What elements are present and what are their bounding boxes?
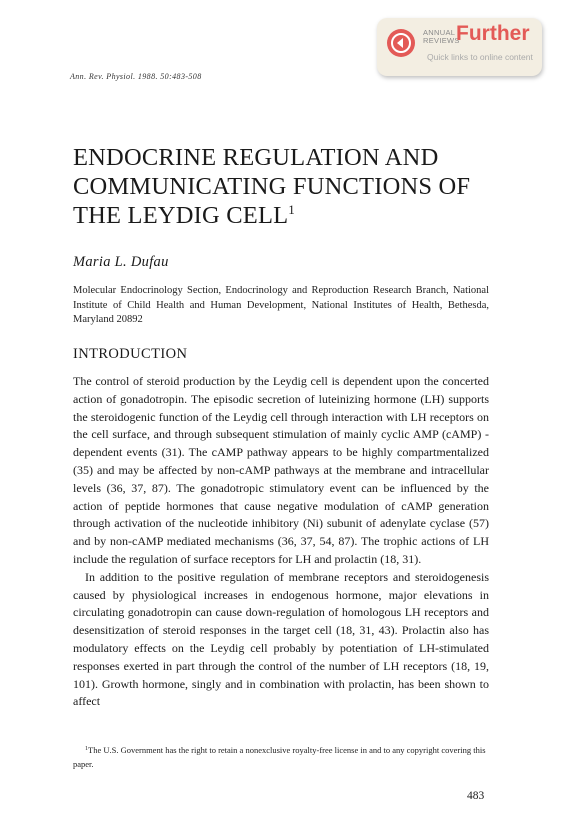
title-line-2: COMMUNICATING FUNCTIONS OF xyxy=(73,173,471,200)
journal-citation: Ann. Rev. Physiol. 1988. 50:483-508 xyxy=(70,72,202,81)
title-line-3-text: THE LEYDIG CELL xyxy=(73,202,289,229)
body-text xyxy=(73,373,489,711)
annual-reviews-further-badge[interactable] xyxy=(377,18,542,76)
badge-further-label: Further xyxy=(456,22,530,45)
badge-annual-text: ANNUAL xyxy=(423,28,456,37)
badge-reviews-text: REVIEWS xyxy=(423,36,460,45)
footnote xyxy=(73,743,489,771)
footnote-mark: 1 xyxy=(85,746,88,752)
footnote-text: The U.S. Government has the right to retain a nonexclusive royalty-free license in and to any copyright covering this paper. xyxy=(73,745,486,769)
author-affiliation: Molecular Endocrinology Section, Endocrinology and Reproduction Research Branch, National Institute of Child Health and Human Development, National Institutes of Health, Bethesda, Maryland 20892 xyxy=(73,285,489,325)
paragraph-2: In addition to the positive regulation of membrane receptors and steroidogenesis caused by physiological increases in endogenous hormone, major elevations in circulating gonadotropin can cause down-regulation of homologous LH receptors and desensitization of steroid responses in the target cell (18, 31, 43). Prolactin also has modulatory effects on the Leydig cell probably by potentiation of LH-stimulated responses exerted in part through the control of the number of LH receptors (18, 19, 101). Growth hormone, singly and in combination with prolactin, has been shown to affect xyxy=(73,569,489,709)
badge-subtitle: Quick links to online content xyxy=(427,52,533,62)
article-title xyxy=(73,143,503,230)
title-footnote-mark: 1 xyxy=(288,202,295,217)
section-heading: INTRODUCTION xyxy=(73,346,188,362)
author-name: Maria L. Dufau xyxy=(73,254,169,270)
title-line-1: ENDOCRINE REGULATION AND xyxy=(73,144,439,171)
paragraph-1: The control of steroid production by the Leydig cell is dependent upon the concerted action of gonadotropin. The episodic secretion of luteinizing hormone (LH) supports the steroidogenic function of the Leydig cell through interaction with LH receptors on the cell surface, and through subsequent stimulation of mainly cyclic AMP (cAMP) -dependent events (31). The cAMP pathway appears to be highly compartmentalized (35) and may be affected by non-cAMP pathways at the membrane and intracellular levels (36, 37, 87). The gonadotropic stimulatory event can be influenced by the action of peptide hormones that cause negative modulation of cAMP generation through activation of the nucleotide inhibitory (Ni) subunit of adenylate cyclase (57) and by non-cAMP mediated mechanisms (36, 37, 54, 87). The trophic actions of LH include the regulation of surface receptors for LH and prolactin (18, 31). xyxy=(73,374,489,566)
badge-annual-reviews-label xyxy=(423,29,460,45)
page-number: 483 xyxy=(467,790,485,802)
title-line-3 xyxy=(73,201,503,230)
footnote-body xyxy=(73,743,489,771)
arrow-icon xyxy=(387,29,415,57)
